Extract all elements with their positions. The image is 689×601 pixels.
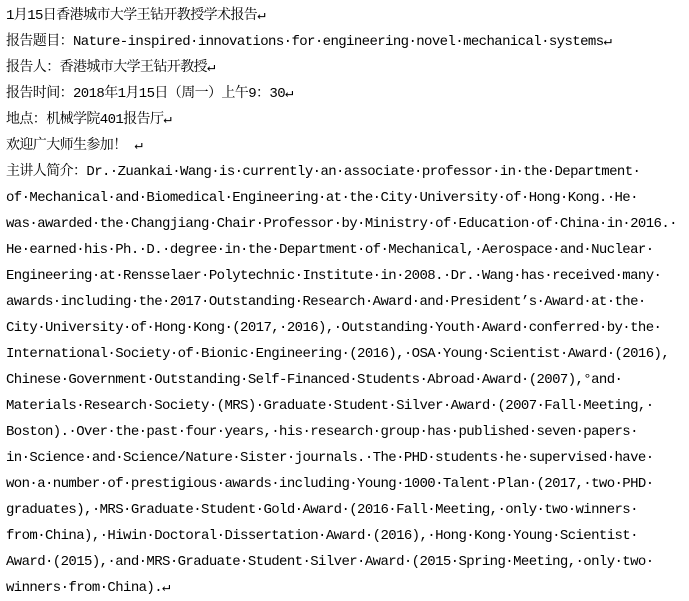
report-title-line: 报告题目：Nature-inspired·innovations·for·engineering·novel·mechanical·systems↵ (6, 34, 612, 50)
time-line: 报告时间：2018年1月15日（周一）上午9：30↵ (6, 86, 293, 102)
bio-line: Engineering·at·Rensselaer·Polytechnic·Institute·in·2008.·Dr.·Wang·has·received·many· (6, 268, 662, 284)
bio-line: Chinese·Government·Outstanding·Self-Financed·Students·Abroad·Award·(2007),°and· (6, 372, 623, 388)
bio-line: of·Mechanical·and·Biomedical·Engineering·at·the·City·University·of·Hong·Kong.·He· (6, 190, 638, 206)
bio-line: graduates),·MRS·Graduate·Student·Gold·Award·(2016·Fall·Meeting,·only·two·winners· (6, 502, 638, 518)
bio-line: Materials·Research·Society·(MRS)·Graduate·Student·Silver·Award·(2007·Fall·Meeting,· (6, 398, 654, 414)
bio-line: awards·including·the·2017·Outstanding·Research·Award·and·President’s·Award·at·the· (6, 294, 646, 310)
announcement-title-line: 1月15日香港城市大学王钻开教授学术报告↵ (6, 8, 266, 24)
bio-line: won·a·number·of·prestigious·awards·including·Young·1000·Talent·Plan·(2017,·two·PHD· (6, 476, 654, 492)
bio-line: winners·from·China).↵ (6, 580, 170, 596)
bio-line: He·earned·his·Ph.·D.·degree·in·the·Department·of·Mechanical,·Aerospace·and·Nuclear· (6, 242, 654, 258)
bio-line: City·University·of·Hong·Kong·(2017,·2016),·Outstanding·Youth·Award·conferred·by·the· (6, 320, 662, 336)
speaker-line: 报告人：香港城市大学王钻开教授↵ (6, 60, 215, 76)
bio-line: 主讲人简介：Dr.·Zuankai·Wang·is·currently·an·associate·professor·in·the·Department· (6, 164, 641, 180)
venue-line: 地点：机械学院401报告厅↵ (6, 112, 172, 128)
bio-line: International·Society·of·Bionic·Engineering·(2016),·OSA·Young·Scientist·Award·(2016), (6, 346, 670, 362)
bio-line: was·awarded·the·Changjiang·Chair·Professor·by·Ministry·of·Education·of·China·in·2016.· (6, 216, 677, 232)
bio-line: Award·(2015),·and·MRS·Graduate·Student·Silver·Award·(2015·Spring·Meeting,·only·two· (6, 554, 654, 570)
bio-line: in·Science·and·Science/Nature·Sister·journals.·The·PHD·students·he·supervised·have· (6, 450, 654, 466)
bio-line: Boston).·Over·the·past·four·years,·his·research·group·has·published·seven·papers· (6, 424, 638, 440)
welcome-line: 欢迎广大师生参加！ ↵ (6, 138, 143, 154)
bio-line: from·China),·Hiwin·Doctoral·Dissertation·Award·(2016),·Hong·Kong·Young·Scientist· (6, 528, 638, 544)
